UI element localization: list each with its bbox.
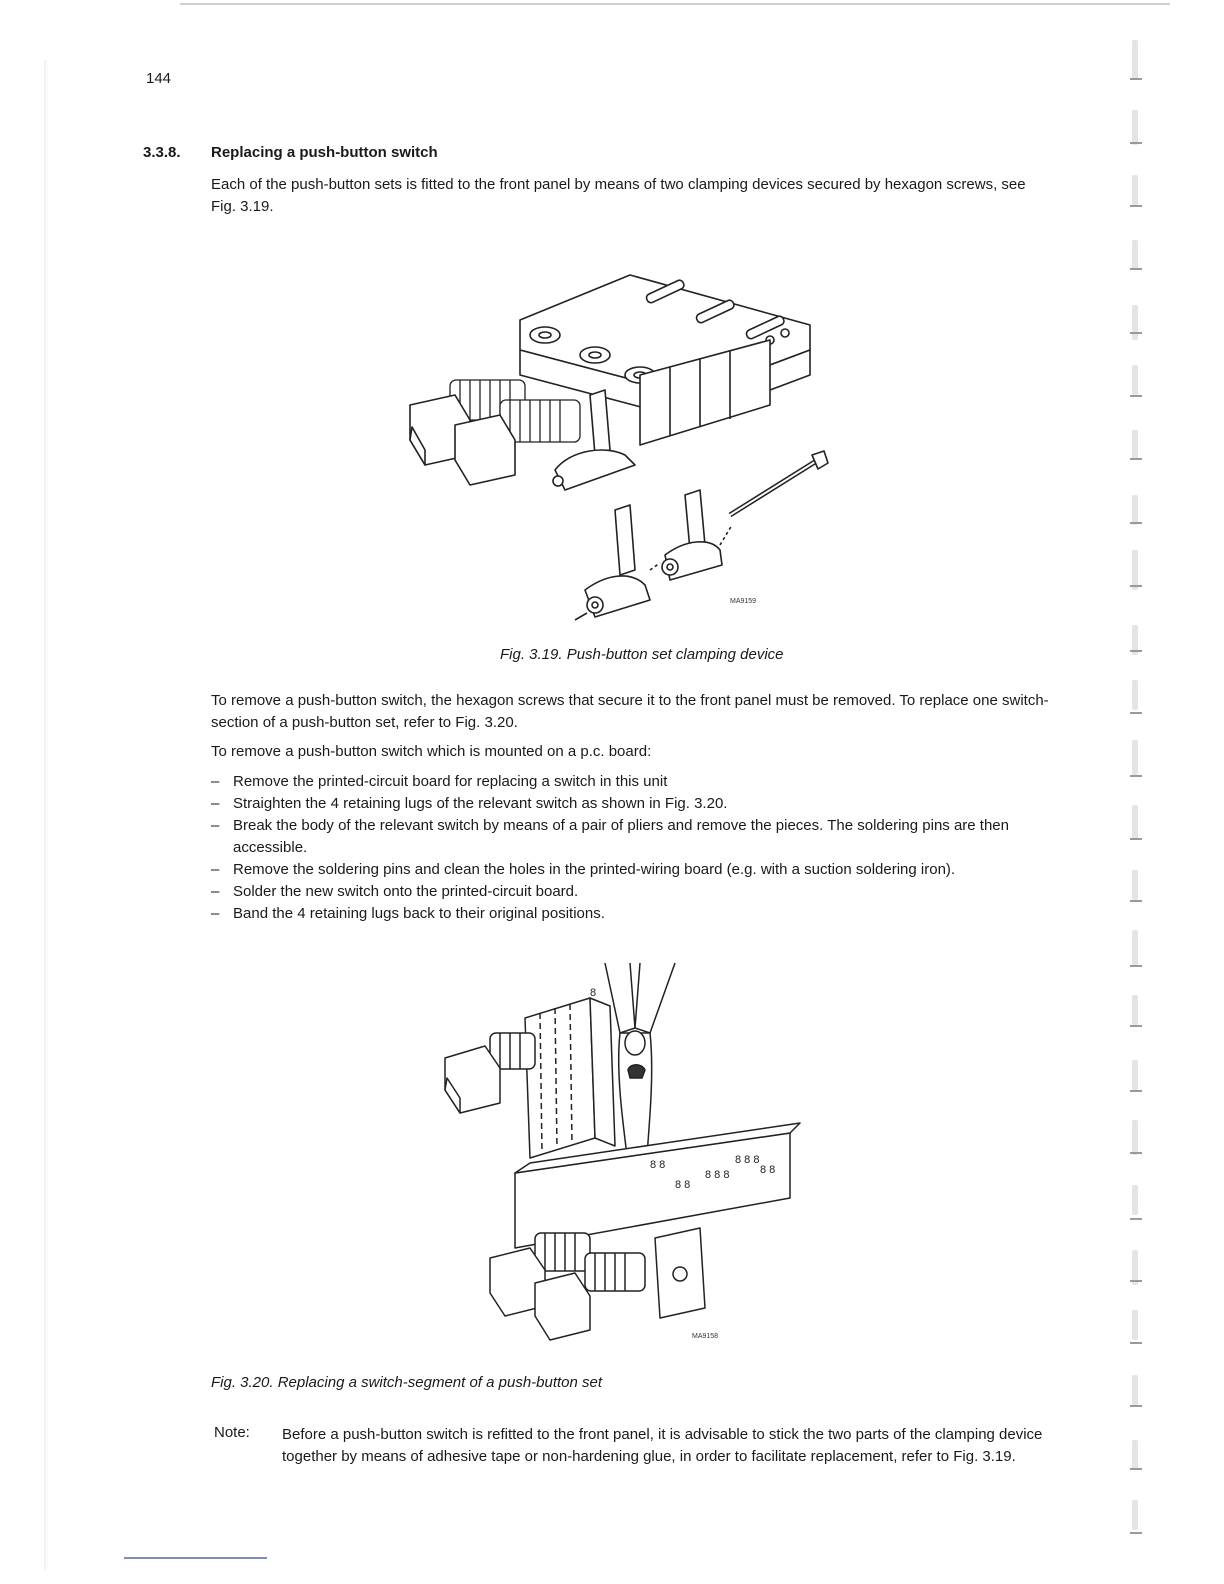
figure-3-20-caption: Fig. 3.20. Replacing a switch-segment of a push-button set — [211, 1374, 603, 1391]
note-label: Note: — [214, 1424, 250, 1441]
svg-text:8 8 8: 8 8 8 — [735, 1154, 760, 1166]
procedure-list — [211, 771, 1041, 925]
list-dash: – — [211, 861, 220, 878]
list-dash: – — [211, 905, 220, 922]
intro-paragraph: Each of the push-button sets is fitted to the front panel by means of two clamping devices secured by hexagon screws, see Fig. 3.19. — [211, 176, 1026, 215]
switch-segment-drawing — [430, 958, 810, 1348]
figure-code: MA9159 — [730, 598, 757, 605]
list-item-text: Remove the printed-circuit board for replacing a switch in this unit — [233, 773, 668, 790]
list-item-text: Break the body of the relevant switch by means of a pair of pliers and remove the pieces. The soldering pins are then accessible. — [233, 817, 1009, 856]
list-item-text: Solder the new switch onto the printed-circuit board. — [233, 883, 579, 900]
list-dash: – — [211, 883, 220, 900]
list-item — [211, 771, 1041, 793]
binding-marks — [1126, 40, 1156, 1540]
svg-text:8: 8 — [590, 987, 597, 999]
svg-text:8 8: 8 8 — [760, 1164, 776, 1176]
list-item — [211, 815, 1041, 859]
figure-3-19-caption: Fig. 3.19. Push-button set clamping device — [500, 646, 784, 663]
figure-3-20 — [430, 958, 810, 1348]
remove-paragraph: To remove a push-button switch, the hexagon screws that secure it to the front panel must be removed. To replace one switch-section of a push-button set, refer to Fig. 3.20. — [211, 692, 1049, 731]
svg-text:8 8 8: 8 8 8 — [705, 1169, 730, 1181]
list-item-text: Straighten the 4 retaining lugs of the relevant switch as shown in Fig. 3.20. — [233, 795, 728, 812]
list-item-text: Remove the soldering pins and clean the holes in the printed-wiring board (e.g. with a suction soldering iron). — [233, 861, 956, 878]
list-dash: – — [211, 817, 220, 834]
clamping-device-drawing — [390, 255, 840, 630]
note-text: Before a push-button switch is refitted to the front panel, it is advisable to stick the two parts of the clamping device together by means of adhesive tape or non-hardening glue, in order to facilitate replacement, refer to Fig. 3.19. — [282, 1426, 1043, 1465]
list-dash: – — [211, 773, 220, 790]
bottom-rule — [124, 1557, 267, 1559]
top-rule — [180, 3, 1170, 5]
list-dash: – — [211, 795, 220, 812]
figure-code: MA9158 — [692, 1333, 719, 1340]
page-number: 144 — [146, 70, 172, 87]
list-item-text: Band the 4 retaining lugs back to their original positions. — [233, 905, 605, 922]
svg-text:8 8: 8 8 — [675, 1179, 691, 1191]
section-title: Replacing a push-button switch — [211, 144, 438, 161]
section-number: 3.3.8. — [143, 144, 181, 161]
list-item — [211, 881, 1041, 903]
figure-3-19 — [390, 255, 840, 630]
svg-text:8 8: 8 8 — [650, 1159, 666, 1171]
list-item — [211, 859, 1041, 881]
page-left-edge — [44, 60, 48, 1570]
list-item — [211, 903, 1041, 925]
list-item — [211, 793, 1041, 815]
pcb-intro-paragraph: To remove a push-button switch which is mounted on a p.c. board: — [211, 743, 652, 760]
